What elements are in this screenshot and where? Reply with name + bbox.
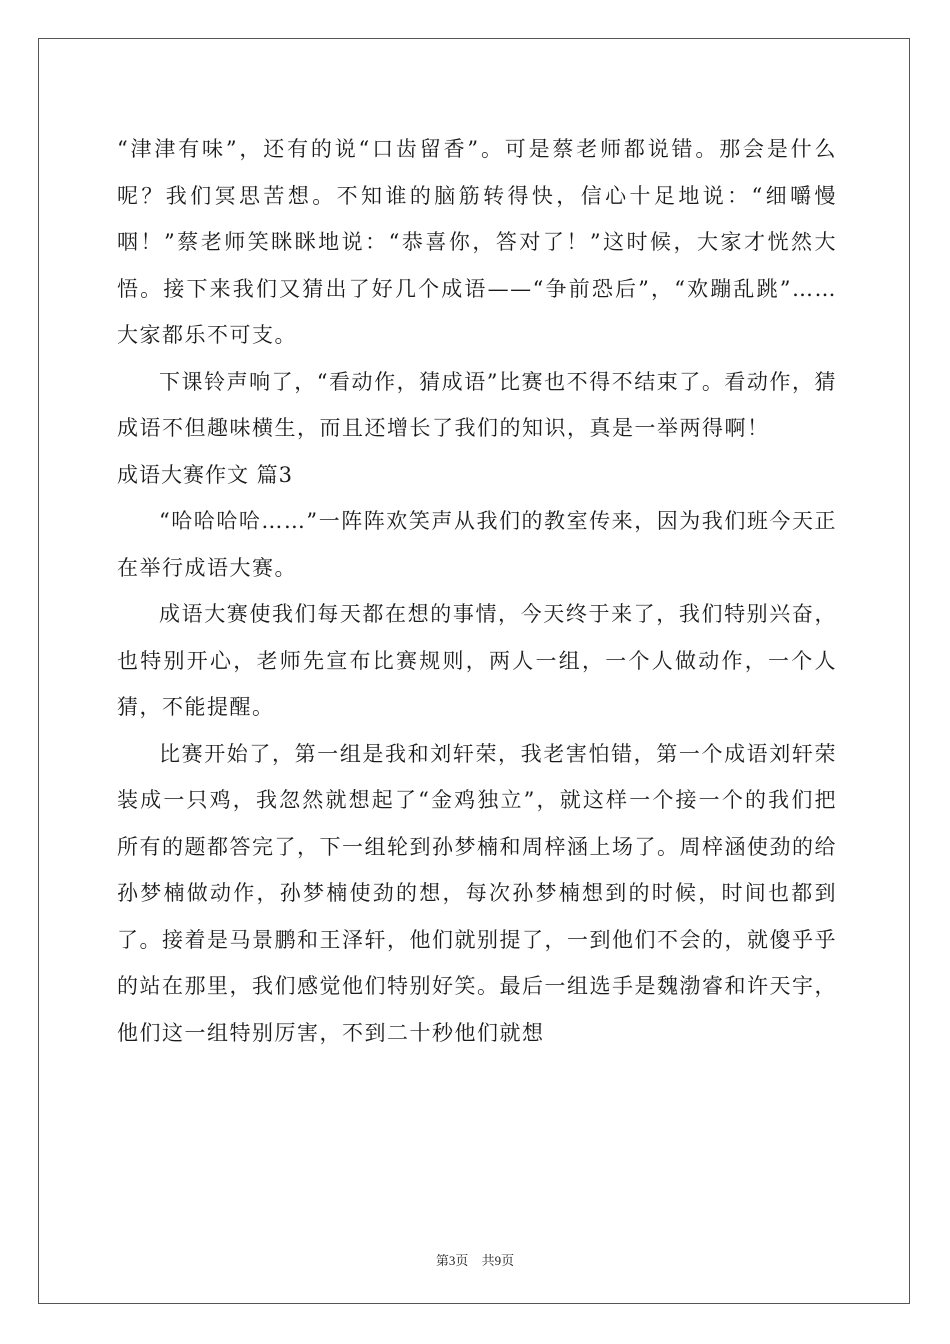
paragraph: 下课铃声响了，“看动作，猜成语”比赛也不得不结束了。看动作，猜成语不但趣味横生，而且还增长了我们的知识，真是一举两得啊！ [117, 369, 837, 440]
page-footer [0, 1250, 950, 1269]
section-heading: 成语大赛作文 篇3 [117, 462, 294, 487]
paragraph: “哈哈哈哈……”一阵阵欢笑声从我们的教室传来，因为我们班今天正在举行成语大赛。 [117, 509, 837, 580]
current-page-number: 第3页 [435, 1253, 469, 1268]
paragraph-continuation: “津津有味”，还有的说“口齿留香”。可是蔡老师都说错。那会是什么呢？我们冥思苦想。不知谁的脑筋转得快，信心十足地说：“细嚼慢咽！”蔡老师笑眯眯地说：“恭喜你，答对了！”这时候，大家才恍然大悟。接下来我们又猜出了好几个成语——“争前恐后”，“欢蹦乱跳”……大家都乐不可支。 [117, 137, 837, 347]
paragraph: 比赛开始了，第一组是我和刘轩荣，我老害怕错，第一个成语刘轩荣装成一只鸡，我忽然就想起了“金鸡独立”，就这样一个接一个的我们把所有的题都答完了，下一组轮到孙梦楠和周梓涵上场了。周梓涵使劲的给孙梦楠做动作，孙梦楠使劲的想，每次孙梦楠想到的时候，时间也都到了。接着是马景鹏和王泽轩，他们就别提了，一到他们不会的，就傻乎乎的站在那里，我们感觉他们特别好笑。最后一组选手是魏渤睿和许天宇，他们这一组特别厉害，不到二十秒他们就想 [117, 741, 837, 1045]
paragraph: 成语大赛使我们每天都在想的事情，今天终于来了，我们特别兴奋，也特别开心，老师先宣布比赛规则，两人一组，一个人做动作，一个人猜，不能提醒。 [117, 602, 837, 719]
document-body [117, 126, 837, 1056]
total-pages: 共9页 [481, 1253, 515, 1268]
